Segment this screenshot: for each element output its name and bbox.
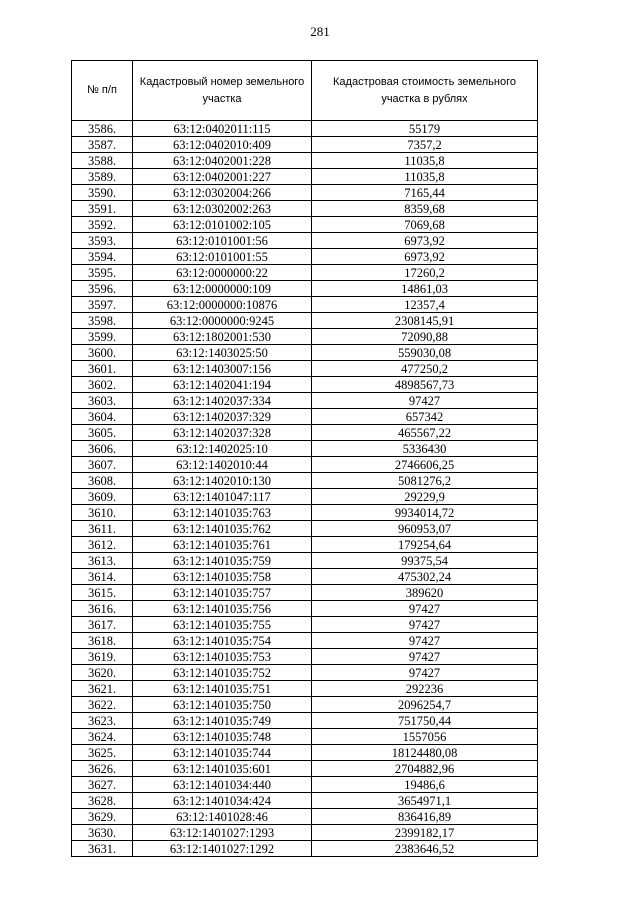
cadastral-number-cell: 63:12:1402025:10: [133, 441, 312, 457]
cadastral-number-cell: 63:12:1401035:755: [133, 617, 312, 633]
cadastral-number-cell: 63:12:1401028:46: [133, 809, 312, 825]
table-row: [72, 825, 538, 841]
cadastral-number-cell: 63:12:1402010:130: [133, 473, 312, 489]
table-row: [72, 249, 538, 265]
cadastral-value-cell: 14861,03: [312, 281, 538, 297]
row-number-cell: 3596.: [72, 281, 133, 297]
table-row: [72, 217, 538, 233]
cadastral-value-cell: 11035,8: [312, 153, 538, 169]
page-number: 281: [310, 24, 330, 39]
cadastral-value-cell: 1557056: [312, 729, 538, 745]
table-header-row: [72, 61, 538, 121]
cadastral-value-cell: 5336430: [312, 441, 538, 457]
header-cadastral-number: Кадастровый номер земельного участка: [133, 61, 312, 121]
row-number-cell: 3601.: [72, 361, 133, 377]
row-number-cell: 3624.: [72, 729, 133, 745]
cadastral-value-cell: 5081276,2: [312, 473, 538, 489]
table-row: [72, 841, 538, 857]
table-row: [72, 505, 538, 521]
cadastral-number-cell: 63:12:1401035:761: [133, 537, 312, 553]
row-number-cell: 3609.: [72, 489, 133, 505]
cadastral-value-cell: 97427: [312, 393, 538, 409]
table-row: [72, 745, 538, 761]
header-cadastral-value: Кадастровая стоимость земельного участка в рублях: [312, 61, 538, 121]
cadastral-value-cell: 7357,2: [312, 137, 538, 153]
cadastral-value-cell: 7069,68: [312, 217, 538, 233]
table-row: [72, 297, 538, 313]
cadastral-value-cell: 836416,89: [312, 809, 538, 825]
cadastral-value-cell: 8359,68: [312, 201, 538, 217]
cadastral-number-cell: 63:12:1401035:751: [133, 681, 312, 697]
row-number-cell: 3625.: [72, 745, 133, 761]
cadastral-value-cell: 179254,64: [312, 537, 538, 553]
row-number-cell: 3608.: [72, 473, 133, 489]
cadastral-value-cell: 97427: [312, 649, 538, 665]
row-number-cell: 3610.: [72, 505, 133, 521]
row-number-cell: 3592.: [72, 217, 133, 233]
row-number-cell: 3598.: [72, 313, 133, 329]
row-number-cell: 3588.: [72, 153, 133, 169]
cadastral-number-cell: 63:12:1401035:749: [133, 713, 312, 729]
table-row: [72, 377, 538, 393]
row-number-cell: 3606.: [72, 441, 133, 457]
row-number-cell: 3627.: [72, 777, 133, 793]
cadastral-number-cell: 63:12:0101001:55: [133, 249, 312, 265]
cadastral-number-cell: 63:12:0000000:109: [133, 281, 312, 297]
cadastral-number-cell: 63:12:1403007:156: [133, 361, 312, 377]
table-row: [72, 569, 538, 585]
row-number-cell: 3603.: [72, 393, 133, 409]
cadastral-value-cell: 3654971,1: [312, 793, 538, 809]
row-number-cell: 3586.: [72, 121, 133, 137]
cadastral-value-cell: 99375,54: [312, 553, 538, 569]
cadastral-value-cell: 55179: [312, 121, 538, 137]
cadastral-number-cell: 63:12:1401027:1293: [133, 825, 312, 841]
cadastral-number-cell: 63:12:1401035:753: [133, 649, 312, 665]
cadastral-value-cell: 97427: [312, 601, 538, 617]
row-number-cell: 3615.: [72, 585, 133, 601]
row-number-cell: 3611.: [72, 521, 133, 537]
cadastral-number-cell: 63:12:1401035:601: [133, 761, 312, 777]
table-row: [72, 521, 538, 537]
table-row: [72, 169, 538, 185]
cadastral-number-cell: 63:12:1402037:328: [133, 425, 312, 441]
table-row: [72, 793, 538, 809]
cadastral-number-cell: 63:12:1403025:50: [133, 345, 312, 361]
table-row: [72, 441, 538, 457]
table-row: [72, 713, 538, 729]
cadastral-number-cell: 63:12:0302002:263: [133, 201, 312, 217]
row-number-cell: 3590.: [72, 185, 133, 201]
cadastral-number-cell: 63:12:1401027:1292: [133, 841, 312, 857]
cadastral-number-cell: 63:12:1401035:754: [133, 633, 312, 649]
row-number-cell: 3616.: [72, 601, 133, 617]
table-row: [72, 729, 538, 745]
row-number-cell: 3594.: [72, 249, 133, 265]
table-row: [72, 681, 538, 697]
row-number-cell: 3618.: [72, 633, 133, 649]
cadastral-value-cell: 9934014,72: [312, 505, 538, 521]
cadastral-value-cell: 11035,8: [312, 169, 538, 185]
cadastral-value-cell: 559030,08: [312, 345, 538, 361]
table-body: [72, 121, 538, 857]
table-row: [72, 281, 538, 297]
cadastral-number-cell: 63:12:1402010:44: [133, 457, 312, 473]
cadastral-number-cell: 63:12:1402037:329: [133, 409, 312, 425]
cadastral-value-cell: 465567,22: [312, 425, 538, 441]
row-number-cell: 3595.: [72, 265, 133, 281]
row-number-cell: 3605.: [72, 425, 133, 441]
table-row: [72, 345, 538, 361]
table-row: [72, 633, 538, 649]
cadastral-number-cell: 63:12:1401035:762: [133, 521, 312, 537]
cadastral-number-cell: 63:12:1401034:424: [133, 793, 312, 809]
cadastral-number-cell: 63:12:1401035:752: [133, 665, 312, 681]
table-row: [72, 585, 538, 601]
row-number-cell: 3589.: [72, 169, 133, 185]
table-row: [72, 393, 538, 409]
row-number-cell: 3622.: [72, 697, 133, 713]
table-row: [72, 665, 538, 681]
row-number-cell: 3614.: [72, 569, 133, 585]
table-row: [72, 489, 538, 505]
table-row: [72, 409, 538, 425]
cadastral-number-cell: 63:12:0000000:10876: [133, 297, 312, 313]
cadastral-value-cell: 2746606,25: [312, 457, 538, 473]
cadastral-value-cell: 2096254,7: [312, 697, 538, 713]
table-row: [72, 553, 538, 569]
cadastral-value-cell: 475302,24: [312, 569, 538, 585]
table-row: [72, 121, 538, 137]
cadastral-number-cell: 63:12:0000000:9245: [133, 313, 312, 329]
cadastral-value-table: [71, 60, 538, 857]
header-row-number: № п/п: [72, 61, 133, 121]
table-row: [72, 137, 538, 153]
table-row: [72, 265, 538, 281]
table-row: [72, 617, 538, 633]
cadastral-value-cell: 19486,6: [312, 777, 538, 793]
cadastral-number-cell: 63:12:1401035:759: [133, 553, 312, 569]
row-number-cell: 3612.: [72, 537, 133, 553]
table-row: [72, 425, 538, 441]
row-number-cell: 3604.: [72, 409, 133, 425]
row-number-cell: 3600.: [72, 345, 133, 361]
cadastral-value-cell: 17260,2: [312, 265, 538, 281]
cadastral-value-cell: 6973,92: [312, 249, 538, 265]
cadastral-value-cell: 7165,44: [312, 185, 538, 201]
table-row: [72, 809, 538, 825]
table-row: [72, 601, 538, 617]
cadastral-number-cell: 63:12:1401035:748: [133, 729, 312, 745]
cadastral-number-cell: 63:12:1402037:334: [133, 393, 312, 409]
row-number-cell: 3628.: [72, 793, 133, 809]
table-row: [72, 233, 538, 249]
cadastral-number-cell: 63:12:0402001:228: [133, 153, 312, 169]
row-number-cell: 3620.: [72, 665, 133, 681]
row-number-cell: 3623.: [72, 713, 133, 729]
row-number-cell: 3607.: [72, 457, 133, 473]
row-number-cell: 3613.: [72, 553, 133, 569]
row-number-cell: 3621.: [72, 681, 133, 697]
cadastral-number-cell: 63:12:0402001:227: [133, 169, 312, 185]
cadastral-value-cell: 4898567,73: [312, 377, 538, 393]
cadastral-number-cell: 63:12:1401035:744: [133, 745, 312, 761]
cadastral-value-cell: 6973,92: [312, 233, 538, 249]
cadastral-number-cell: 63:12:1401034:440: [133, 777, 312, 793]
cadastral-value-cell: 751750,44: [312, 713, 538, 729]
table-row: [72, 473, 538, 489]
row-number-cell: 3629.: [72, 809, 133, 825]
row-number-cell: 3593.: [72, 233, 133, 249]
table-row: [72, 361, 538, 377]
table-row: [72, 537, 538, 553]
cadastral-number-cell: 63:12:0101001:56: [133, 233, 312, 249]
table-row: [72, 153, 538, 169]
cadastral-value-cell: 2399182,17: [312, 825, 538, 841]
cadastral-value-cell: 97427: [312, 617, 538, 633]
cadastral-number-cell: 63:12:0101002:105: [133, 217, 312, 233]
cadastral-number-cell: 63:12:1401047:117: [133, 489, 312, 505]
cadastral-number-cell: 63:12:1401035:757: [133, 585, 312, 601]
row-number-cell: 3617.: [72, 617, 133, 633]
table-row: [72, 697, 538, 713]
cadastral-value-cell: 2383646,52: [312, 841, 538, 857]
table-row: [72, 777, 538, 793]
cadastral-number-cell: 63:12:1802001:530: [133, 329, 312, 345]
cadastral-value-cell: 72090,88: [312, 329, 538, 345]
cadastral-number-cell: 63:12:0402011:115: [133, 121, 312, 137]
cadastral-number-cell: 63:12:1401035:763: [133, 505, 312, 521]
cadastral-number-cell: 63:12:0402010:409: [133, 137, 312, 153]
row-number-cell: 3630.: [72, 825, 133, 841]
table-row: [72, 457, 538, 473]
table-row: [72, 329, 538, 345]
row-number-cell: 3631.: [72, 841, 133, 857]
table-row: [72, 313, 538, 329]
cadastral-value-cell: 477250,2: [312, 361, 538, 377]
row-number-cell: 3591.: [72, 201, 133, 217]
cadastral-value-cell: 12357,4: [312, 297, 538, 313]
cadastral-number-cell: 63:12:0302004:266: [133, 185, 312, 201]
row-number-cell: 3597.: [72, 297, 133, 313]
row-number-cell: 3599.: [72, 329, 133, 345]
cadastral-value-cell: 2704882,96: [312, 761, 538, 777]
cadastral-number-cell: 63:12:0000000:22: [133, 265, 312, 281]
cadastral-value-cell: 2308145,91: [312, 313, 538, 329]
cadastral-number-cell: 63:12:1401035:758: [133, 569, 312, 585]
cadastral-value-cell: 657342: [312, 409, 538, 425]
cadastral-value-cell: 960953,07: [312, 521, 538, 537]
cadastral-value-cell: 389620: [312, 585, 538, 601]
cadastral-value-cell: 97427: [312, 633, 538, 649]
cadastral-value-cell: 97427: [312, 665, 538, 681]
cadastral-number-cell: 63:12:1401035:750: [133, 697, 312, 713]
cadastral-number-cell: 63:12:1401035:756: [133, 601, 312, 617]
cadastral-number-cell: 63:12:1402041:194: [133, 377, 312, 393]
table-row: [72, 649, 538, 665]
cadastral-value-cell: 18124480,08: [312, 745, 538, 761]
row-number-cell: 3626.: [72, 761, 133, 777]
row-number-cell: 3602.: [72, 377, 133, 393]
row-number-cell: 3587.: [72, 137, 133, 153]
row-number-cell: 3619.: [72, 649, 133, 665]
table-row: [72, 201, 538, 217]
table-row: [72, 761, 538, 777]
table-row: [72, 185, 538, 201]
cadastral-value-cell: 292236: [312, 681, 538, 697]
cadastral-value-cell: 29229,9: [312, 489, 538, 505]
